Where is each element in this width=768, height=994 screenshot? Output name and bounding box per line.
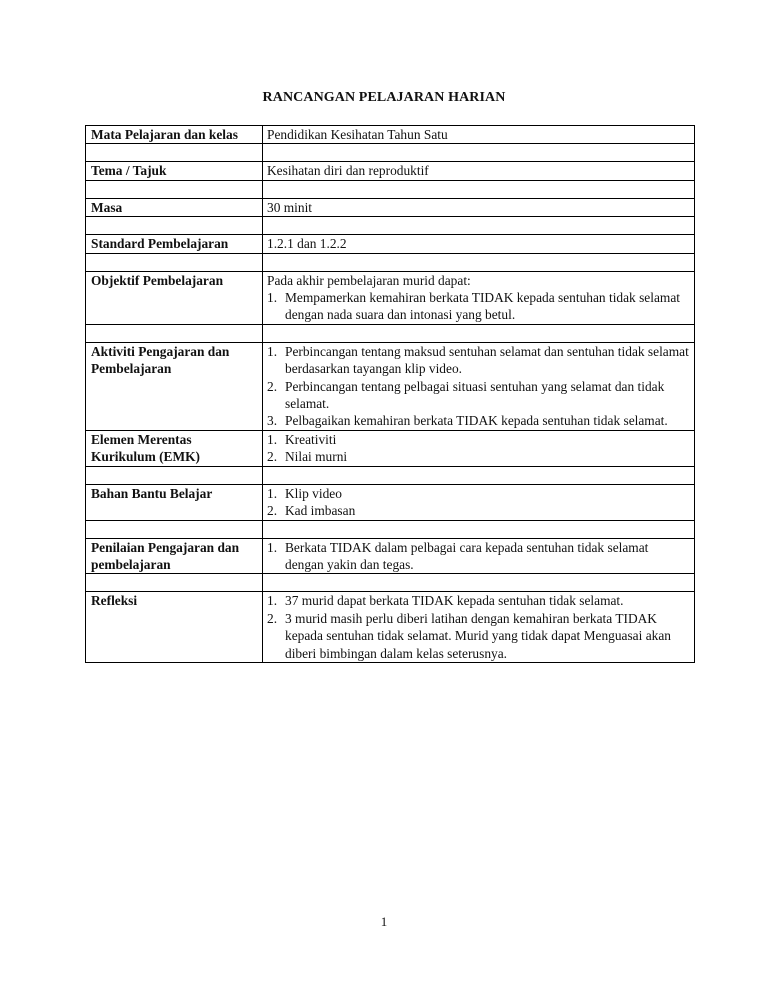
row-emk (86, 430, 695, 466)
value-penilaian (263, 538, 695, 574)
refleksi-list (267, 592, 690, 662)
row-aktiviti (86, 342, 695, 430)
row-masa (86, 198, 695, 216)
value-standard: 1.2.1 dan 1.2.2 (263, 235, 695, 253)
row-refleksi (86, 592, 695, 663)
label-mata-pelajaran: Mata Pelajaran dan kelas (86, 126, 263, 144)
row-tema (86, 162, 695, 180)
label-masa: Masa (86, 198, 263, 216)
spacer-row (86, 324, 695, 342)
label-standard: Standard Pembelajaran (86, 235, 263, 253)
list-item: 2. Nilai murni (267, 449, 348, 465)
list-item: 3. Pelbagaikan kemahiran berkata TIDAK kepada sentuhan tidak selamat. (267, 413, 668, 429)
list-item: 1. Berkata TIDAK dalam pelbagai cara kepada sentuhan tidak selamat dengan yakin dan tegas. (267, 539, 649, 572)
objektif-intro: Pada akhir pembelajaran murid dapat: (267, 272, 471, 288)
spacer-row (86, 180, 695, 198)
list-item: 1. Mempamerkan kemahiran berkata TIDAK kepada sentuhan tidak selamat dengan nada suara dan intonasi yang betul. (267, 290, 680, 323)
aktiviti-list (267, 343, 690, 430)
penilaian-list (267, 539, 690, 574)
spacer-row (86, 520, 695, 538)
label-objektif: Objektif Pembelajaran (86, 271, 263, 324)
value-bahan (263, 484, 695, 520)
list-item: 2. Perbincangan tentang pelbagai situasi sentuhan yang selamat dan tidak selamat. (267, 378, 665, 412)
emk-list (267, 431, 690, 466)
bahan-list (267, 485, 690, 520)
value-objektif (263, 271, 695, 324)
list-item: 1. 37 murid dapat berkata TIDAK kepada sentuhan tidak selamat. (267, 593, 624, 609)
spacer-row (86, 253, 695, 271)
spacer-row (86, 217, 695, 235)
label-refleksi: Refleksi (86, 592, 263, 663)
spacer-row (86, 466, 695, 484)
document-title: RANCANGAN PELAJARAN HARIAN (262, 90, 506, 105)
label-penilaian: Penilaian Pengajaran dan pembelajaran (86, 538, 263, 574)
value-masa: 30 minit (263, 198, 695, 216)
row-mata-pelajaran (86, 126, 695, 144)
row-standard (86, 235, 695, 253)
list-item: 2. Kad imbasan (267, 503, 356, 519)
label-emk: Elemen Merentas Kurikulum (EMK) (86, 430, 263, 466)
page-number: 1 (380, 914, 388, 929)
spacer-row (86, 144, 695, 162)
list-item: 1. Klip video (267, 485, 342, 501)
row-penilaian (86, 538, 695, 574)
value-aktiviti (263, 342, 695, 430)
row-bahan (86, 484, 695, 520)
row-objektif (86, 271, 695, 324)
lesson-plan-table (85, 125, 695, 663)
value-refleksi (263, 592, 695, 663)
value-emk (263, 430, 695, 466)
list-item: 1. Perbincangan tentang maksud sentuhan selamat dan sentuhan tidak selamat berdasarkan tayangan klip video. (267, 343, 689, 377)
objektif-list (267, 289, 690, 324)
list-item: 1. Kreativiti (267, 431, 337, 447)
value-mata-pelajaran: Pendidikan Kesihatan Tahun Satu (263, 126, 695, 144)
label-tema: Tema / Tajuk (86, 162, 263, 180)
value-tema: Kesihatan diri dan reproduktif (263, 162, 695, 180)
spacer-row (86, 574, 695, 592)
list-item: 2. 3 murid masih perlu diberi latihan dengan kemahiran berkata TIDAK kepada sentuhan tidak selamat. Murid yang tidak dapat Menguasai akan diberi bimbingan dalam kelas seterusnya. (267, 610, 671, 661)
label-aktiviti: Aktiviti Pengajaran dan Pembelajaran (86, 342, 263, 430)
label-bahan: Bahan Bantu Belajar (86, 484, 263, 520)
